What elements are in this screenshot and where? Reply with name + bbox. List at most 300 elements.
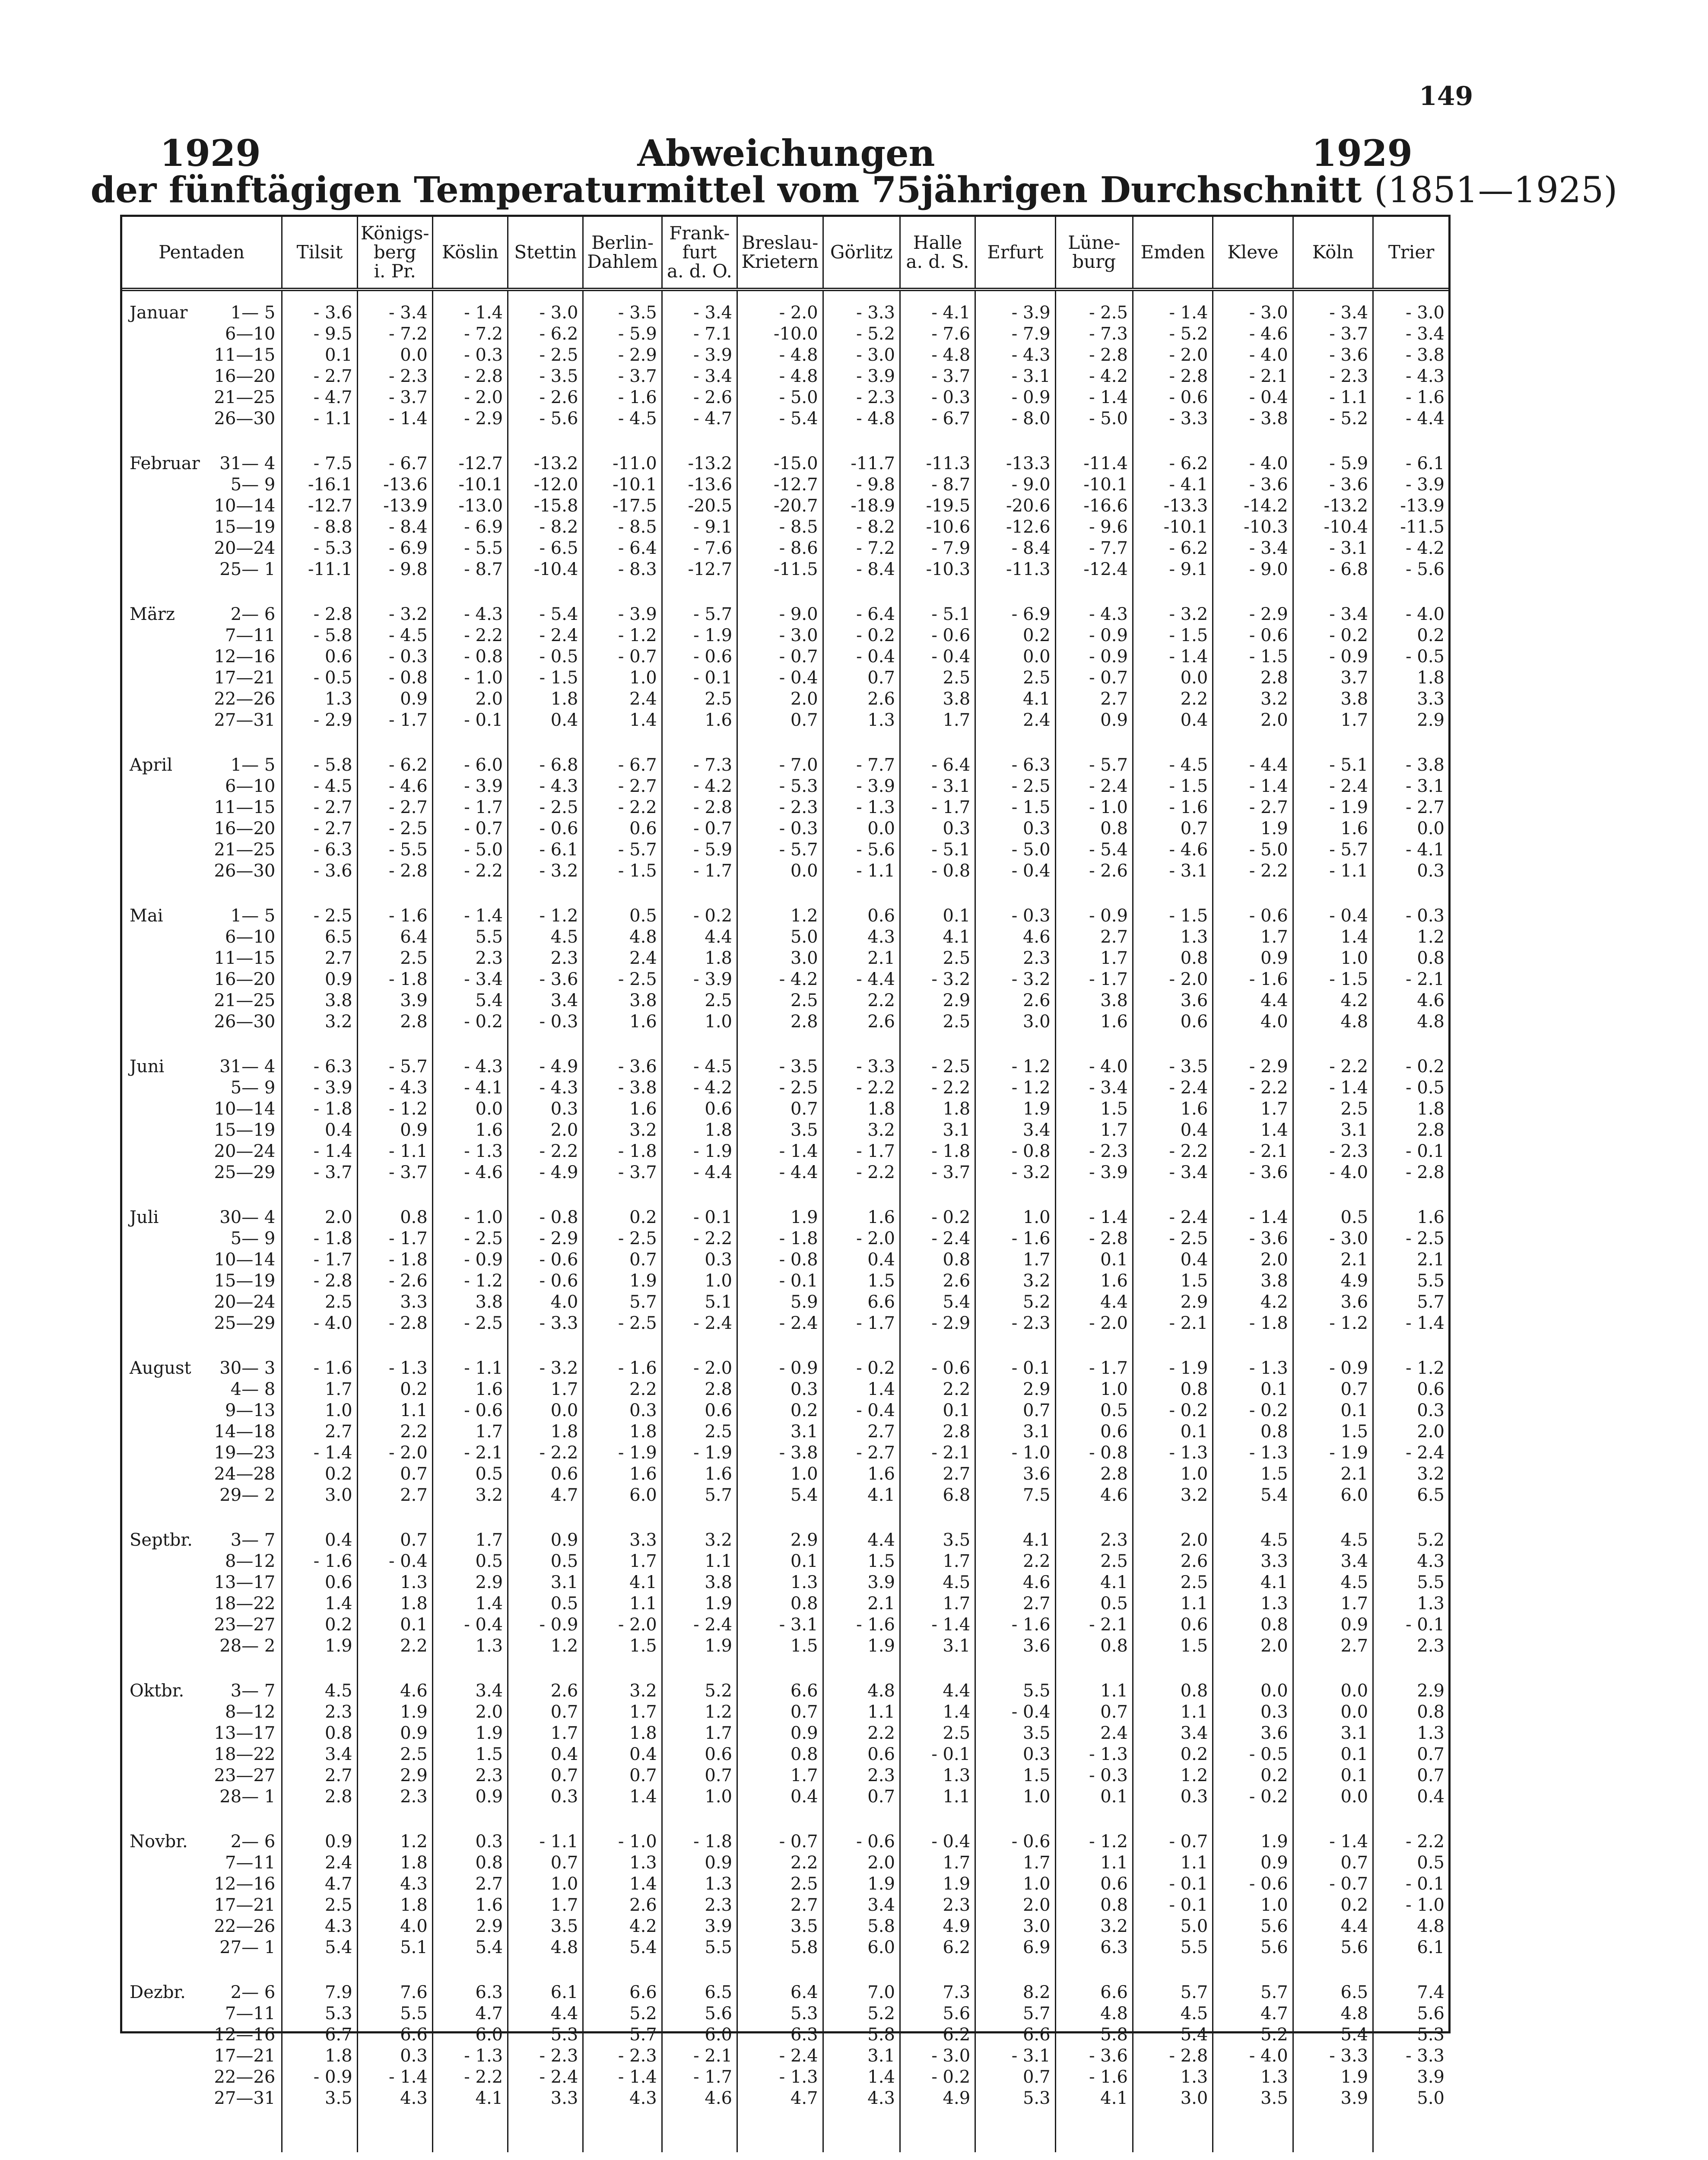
value-cell: 2.1 <box>1293 1249 1373 1271</box>
value-cell: - 1.6 <box>1406 388 1444 407</box>
value-cell: 0.1 <box>1133 1421 1213 1442</box>
value-cell: - 2.4 <box>508 625 583 646</box>
value-cell: 0.3 <box>900 818 975 839</box>
value-cell: 1.5 <box>1133 1636 1213 1657</box>
value-cell: - 3.4 <box>662 366 737 387</box>
table-row <box>122 1120 1449 1141</box>
value-cell: 0.7 <box>737 1099 823 1120</box>
value-cell: 1.7 <box>662 1723 737 1744</box>
pentade-cell <box>122 1162 282 1183</box>
value-cell: 1.1 <box>662 1551 737 1572</box>
value-cell: - 0.7 <box>737 646 823 667</box>
pentade-range: 20—24 <box>214 1292 276 1312</box>
value-cell: - 2.4 <box>1133 1207 1213 1228</box>
pentade-cell <box>122 625 282 646</box>
value-cell: - 5.3 <box>282 538 357 559</box>
value-cell: -10.1 <box>1055 474 1133 496</box>
pentade-range: 30— 3 <box>219 1358 276 1378</box>
value-cell: 0.7 <box>508 1702 583 1723</box>
value-cell: - 0.6 <box>823 1831 900 1852</box>
column-header-station: Erfurt <box>975 216 1055 289</box>
value-cell: - 4.2 <box>737 969 823 990</box>
value-cell: - 0.8 <box>357 667 432 689</box>
value-cell: 0.9 <box>1213 948 1293 969</box>
table-row <box>122 1249 1449 1271</box>
value-cell: 5.7 <box>583 1292 662 1313</box>
value-cell: 2.7 <box>432 1874 508 1895</box>
value-cell: - 2.4 <box>1133 1077 1213 1099</box>
value-cell: 6.0 <box>1293 1485 1373 1506</box>
value-cell: - 9.6 <box>1055 517 1133 538</box>
value-cell: 2.7 <box>823 1421 900 1442</box>
value-cell: - 2.3 <box>583 2046 662 2067</box>
value-cell: 2.3 <box>1417 1636 1444 1656</box>
value-cell: - 3.9 <box>662 969 737 990</box>
table-row <box>122 1916 1449 1937</box>
pentade-range: 28— 1 <box>219 1787 276 1807</box>
value-cell: -13.2 <box>662 453 737 474</box>
value-cell: 1.8 <box>662 1120 737 1141</box>
value-cell: 2.3 <box>900 1895 975 1916</box>
value-cell: 1.9 <box>975 1099 1055 1120</box>
table-row <box>122 496 1449 517</box>
value-cell: 3.0 <box>1133 2088 1213 2109</box>
value-cell: - 0.3 <box>1406 906 1444 926</box>
value-cell: - 0.3 <box>900 387 975 408</box>
value-cell: - 1.5 <box>1293 969 1373 990</box>
value-cell: 3.3 <box>1213 1551 1293 1572</box>
value-cell: - 2.3 <box>1055 1141 1133 1162</box>
value-cell: 0.3 <box>1417 1401 1444 1420</box>
value-cell: 1.2 <box>737 905 823 927</box>
value-cell: - 2.7 <box>823 1442 900 1464</box>
value-cell: - 1.4 <box>1406 1313 1444 1333</box>
value-cell: 3.0 <box>737 948 823 969</box>
value-cell: 1.9 <box>432 1723 508 1744</box>
value-cell: - 2.1 <box>432 1442 508 1464</box>
value-cell: 2.5 <box>662 689 737 710</box>
value-cell: - 1.8 <box>737 1228 823 1249</box>
column-header-station: Lüne- burg <box>1055 216 1133 289</box>
pentade-range: 18—22 <box>214 1594 276 1614</box>
value-cell: - 1.3 <box>823 797 900 818</box>
value-cell: - 1.3 <box>357 1358 432 1379</box>
value-cell: 0.1 <box>1055 1249 1133 1271</box>
value-cell: 4.4 <box>1055 1292 1133 1313</box>
value-cell: 4.8 <box>1293 2003 1373 2024</box>
value-cell: 5.3 <box>975 2088 1055 2109</box>
value-cell: - 1.6 <box>282 1551 357 1572</box>
pentade-cell <box>122 797 282 818</box>
value-cell: 5.4 <box>282 1937 357 1958</box>
pentade-range: 13—17 <box>214 1723 276 1743</box>
value-cell: 2.9 <box>975 1379 1055 1400</box>
value-cell: - 5.6 <box>823 839 900 861</box>
pentade-cell <box>122 969 282 990</box>
value-cell: -12.6 <box>975 517 1055 538</box>
value-cell: - 1.2 <box>583 625 662 646</box>
value-cell: - 0.4 <box>975 1702 1055 1723</box>
value-cell: 0.7 <box>737 710 823 731</box>
value-cell: - 5.0 <box>1055 408 1133 429</box>
table-row <box>122 1551 1449 1572</box>
value-cell: - 3.9 <box>282 1077 357 1099</box>
value-cell: - 5.9 <box>662 839 737 861</box>
value-cell: - 2.3 <box>1293 366 1373 387</box>
value-cell: 3.2 <box>823 1120 900 1141</box>
value-cell: - 0.3 <box>1055 1765 1133 1786</box>
value-cell: 6.0 <box>583 1485 662 1506</box>
value-cell: - 1.7 <box>662 861 737 882</box>
value-cell: 3.5 <box>900 1530 975 1551</box>
value-cell: - 1.7 <box>357 1228 432 1249</box>
value-cell: 2.1 <box>823 1593 900 1614</box>
value-cell: - 0.4 <box>737 667 823 689</box>
table-row <box>122 990 1449 1011</box>
value-cell: - 4.3 <box>508 1077 583 1099</box>
value-cell: 0.0 <box>357 345 432 366</box>
value-cell: - 4.6 <box>432 1162 508 1183</box>
pentade-cell <box>122 689 282 710</box>
value-cell: 2.7 <box>1293 1636 1373 1657</box>
value-cell: 2.2 <box>900 1379 975 1400</box>
value-cell: 5.4 <box>583 1937 662 1958</box>
value-cell: 2.3 <box>282 1702 357 1723</box>
month-label: Juni <box>130 1057 165 1077</box>
value-cell: - 1.7 <box>1055 969 1133 990</box>
value-cell: - 7.3 <box>662 755 737 776</box>
value-cell: 5.7 <box>1213 1982 1293 2003</box>
value-cell: 2.5 <box>975 667 1055 689</box>
pentade-cell <box>122 1593 282 1614</box>
pentade-cell <box>122 2088 282 2109</box>
value-cell: 1.7 <box>900 710 975 731</box>
value-cell: 1.3 <box>1417 1723 1444 1743</box>
value-cell: -15.8 <box>508 496 583 517</box>
pentade-cell <box>122 1786 282 1807</box>
value-cell: - 3.0 <box>737 625 823 646</box>
value-cell: - 8.5 <box>737 517 823 538</box>
table-row <box>122 969 1449 990</box>
value-cell: - 6.2 <box>357 755 432 776</box>
table-row <box>122 905 1449 927</box>
value-cell: - 2.0 <box>1133 969 1213 990</box>
table-row <box>122 1358 1449 1379</box>
value-cell: 0.2 <box>1133 1744 1213 1765</box>
value-cell: - 2.5 <box>282 905 357 927</box>
table-row <box>122 1765 1449 1786</box>
pentade-cell <box>122 1874 282 1895</box>
value-cell: - 5.4 <box>737 408 823 429</box>
value-cell: 0.1 <box>1055 1786 1133 1807</box>
pentade-cell <box>122 948 282 969</box>
value-cell: - 1.0 <box>432 1207 508 1228</box>
value-cell: -13.0 <box>432 496 508 517</box>
value-cell: 0.5 <box>1055 1400 1133 1421</box>
value-cell: 0.0 <box>823 818 900 839</box>
value-cell: 0.6 <box>662 1744 737 1765</box>
value-cell: 3.4 <box>1293 1551 1373 1572</box>
value-cell: - 3.7 <box>900 1162 975 1183</box>
value-cell: 5.2 <box>1417 1530 1444 1550</box>
pentade-range: 22—26 <box>214 689 276 709</box>
value-cell: - 4.4 <box>662 1162 737 1183</box>
value-cell: - 0.7 <box>432 818 508 839</box>
value-cell: - 1.2 <box>357 1099 432 1120</box>
value-cell: - 2.6 <box>662 387 737 408</box>
value-cell: 1.6 <box>1133 1099 1213 1120</box>
pentade-cell <box>122 1937 282 1958</box>
value-cell: - 2.2 <box>1293 1056 1373 1077</box>
value-cell: - 0.2 <box>900 1207 975 1228</box>
value-cell: - 3.2 <box>975 969 1055 990</box>
value-cell: - 2.0 <box>583 1614 662 1636</box>
value-cell: - 4.3 <box>975 345 1055 366</box>
column-header-station: Tilsit <box>282 216 357 289</box>
value-cell: 4.4 <box>662 927 737 948</box>
pentade-cell <box>122 345 282 366</box>
pentade-range: 21—25 <box>214 991 276 1010</box>
value-cell: 0.9 <box>432 1786 508 1807</box>
pentade-cell <box>122 755 282 776</box>
pentade-range: 16—20 <box>214 366 276 386</box>
value-cell: - 8.6 <box>737 538 823 559</box>
spacer-row <box>122 429 1449 453</box>
value-cell: - 3.7 <box>900 366 975 387</box>
value-cell: 1.6 <box>1417 1207 1444 1227</box>
value-cell: 2.6 <box>900 1271 975 1292</box>
table-row <box>122 776 1449 797</box>
pentade-range: 11—15 <box>214 345 276 365</box>
value-cell: - 0.6 <box>900 625 975 646</box>
value-cell: 4.8 <box>1055 2003 1133 2024</box>
pentade-cell <box>122 1723 282 1744</box>
value-cell: - 1.6 <box>1213 969 1293 990</box>
value-cell: 3.1 <box>900 1636 975 1657</box>
pentade-range: 16—20 <box>214 819 276 839</box>
spacer-row <box>122 1506 1449 1530</box>
value-cell: - 4.2 <box>662 776 737 797</box>
value-cell: 6.9 <box>975 1937 1055 1958</box>
value-cell: - 3.7 <box>583 366 662 387</box>
value-cell: 3.8 <box>1293 689 1373 710</box>
value-cell: - 4.8 <box>737 366 823 387</box>
value-cell: - 0.9 <box>1293 646 1373 667</box>
pentade-cell <box>122 1895 282 1916</box>
pentade-cell <box>122 1271 282 1292</box>
value-cell: 0.2 <box>282 1464 357 1485</box>
value-cell: 1.5 <box>432 1744 508 1765</box>
value-cell: 5.6 <box>1213 1916 1293 1937</box>
value-cell: 1.8 <box>900 1099 975 1120</box>
value-cell: - 2.2 <box>508 1141 583 1162</box>
value-cell: - 7.9 <box>975 324 1055 345</box>
value-cell: - 3.9 <box>432 776 508 797</box>
value-cell: -20.6 <box>975 496 1055 517</box>
value-cell: - 0.3 <box>975 905 1055 927</box>
pentade-range: 3— 7 <box>230 1530 276 1550</box>
value-cell: - 2.6 <box>508 387 583 408</box>
value-cell: - 0.2 <box>1406 1057 1444 1077</box>
table-row <box>122 1292 1449 1313</box>
page-number: 149 <box>1419 81 1473 111</box>
value-cell: - 5.2 <box>823 324 900 345</box>
value-cell: - 0.9 <box>1055 646 1133 667</box>
table-row <box>122 366 1449 387</box>
value-cell: 5.5 <box>357 2003 432 2024</box>
value-cell: - 3.7 <box>357 1162 432 1183</box>
value-cell: 2.6 <box>583 1895 662 1916</box>
value-cell: - 0.4 <box>357 1551 432 1572</box>
value-cell: 1.2 <box>662 1702 737 1723</box>
value-cell: - 0.4 <box>900 646 975 667</box>
value-cell: - 1.4 <box>583 2067 662 2088</box>
value-cell: 0.4 <box>508 1744 583 1765</box>
value-cell: 1.1 <box>900 1786 975 1807</box>
pentade-range: 30— 4 <box>219 1207 276 1227</box>
value-cell: 4.2 <box>1293 990 1373 1011</box>
value-cell: - 2.2 <box>1133 1141 1213 1162</box>
value-cell: - 0.9 <box>508 1614 583 1636</box>
value-cell: 1.0 <box>662 1011 737 1032</box>
value-cell: - 2.8 <box>282 1271 357 1292</box>
value-cell: 0.2 <box>583 1207 662 1228</box>
value-cell: 4.1 <box>1055 2088 1133 2109</box>
value-cell: - 2.8 <box>432 366 508 387</box>
value-cell: -12.7 <box>282 496 357 517</box>
value-cell: 3.4 <box>282 1744 357 1765</box>
pentade-range: 18—22 <box>214 1744 276 1764</box>
value-cell: 1.1 <box>823 1702 900 1723</box>
value-cell: 1.7 <box>1213 1099 1293 1120</box>
column-header-station: Görlitz <box>823 216 900 289</box>
value-cell: - 2.9 <box>900 1313 975 1334</box>
value-cell: - 8.7 <box>432 559 508 580</box>
value-cell: - 0.5 <box>1406 1078 1444 1098</box>
value-cell: 2.9 <box>900 990 975 1011</box>
value-cell: 0.1 <box>1293 1765 1373 1786</box>
value-cell: 3.2 <box>1213 689 1293 710</box>
spacer-row <box>122 1657 1449 1680</box>
value-cell: -15.0 <box>737 453 823 474</box>
value-cell: 2.2 <box>737 1852 823 1874</box>
value-cell: - 1.6 <box>975 1614 1055 1636</box>
pentade-range: 17—21 <box>214 2046 276 2066</box>
value-cell: 5.7 <box>662 1485 737 1506</box>
value-cell: - 5.0 <box>1213 839 1293 861</box>
value-cell: - 9.0 <box>737 604 823 625</box>
value-cell: 3.3 <box>508 2088 583 2109</box>
value-cell: 5.7 <box>1417 1292 1444 1312</box>
value-cell: 0.0 <box>508 1400 583 1421</box>
value-cell: - 6.1 <box>1406 454 1444 473</box>
value-cell: 2.5 <box>900 1723 975 1744</box>
value-cell: 1.6 <box>432 1895 508 1916</box>
value-cell: - 6.2 <box>1133 453 1213 474</box>
pentade-range: 1— 5 <box>230 906 276 926</box>
value-cell: -20.5 <box>662 496 737 517</box>
value-cell: 0.4 <box>1417 1787 1444 1807</box>
value-cell: - 3.4 <box>432 969 508 990</box>
value-cell: 3.2 <box>975 1271 1055 1292</box>
table-row <box>122 1593 1449 1614</box>
table-row <box>122 1421 1449 1442</box>
value-cell: - 4.3 <box>432 1056 508 1077</box>
month-label: Novbr. <box>130 1832 188 1852</box>
value-cell: 4.5 <box>508 927 583 948</box>
value-cell: - 0.9 <box>282 2067 357 2088</box>
value-cell: - 8.5 <box>583 517 662 538</box>
value-cell: 6.3 <box>737 2024 823 2046</box>
value-cell: 2.8 <box>357 1011 432 1032</box>
value-cell: 1.3 <box>1133 2067 1213 2088</box>
value-cell: - 2.1 <box>1406 969 1444 989</box>
table-row <box>122 1702 1449 1723</box>
value-cell: - 3.1 <box>900 776 975 797</box>
value-cell: 0.8 <box>1055 1636 1133 1657</box>
value-cell: 4.4 <box>1213 990 1293 1011</box>
value-cell: - 0.2 <box>1213 1400 1293 1421</box>
pentade-range: 10—14 <box>214 496 276 516</box>
value-cell: - 0.4 <box>823 1400 900 1421</box>
value-cell: 2.7 <box>1055 927 1133 948</box>
value-cell: - 0.6 <box>432 1400 508 1421</box>
value-cell: 2.5 <box>662 990 737 1011</box>
value-cell: - 7.3 <box>1055 324 1133 345</box>
value-cell: 5.3 <box>737 2003 823 2024</box>
subtitle: der fünftägigen Temperaturmittel vom 75jährigen Durchschnitt <box>90 169 1362 211</box>
value-cell: 2.5 <box>737 990 823 1011</box>
value-cell: 2.5 <box>1133 1572 1213 1593</box>
value-cell: -10.1 <box>583 474 662 496</box>
value-cell: 1.4 <box>823 2067 900 2088</box>
value-cell: 4.6 <box>975 1572 1055 1593</box>
value-cell: 3.2 <box>282 1011 357 1032</box>
value-cell: - 1.8 <box>357 1249 432 1271</box>
value-cell: 0.9 <box>357 689 432 710</box>
page-title: Abweichungen <box>637 132 935 175</box>
pentade-range: 27—31 <box>214 710 276 730</box>
value-cell: 5.0 <box>737 927 823 948</box>
value-cell: - 4.4 <box>1406 409 1444 429</box>
value-cell: 1.8 <box>823 1099 900 1120</box>
value-cell: 0.9 <box>508 1530 583 1551</box>
value-cell: - 3.9 <box>823 366 900 387</box>
pentade-cell <box>122 1680 282 1702</box>
value-cell: - 7.6 <box>662 538 737 559</box>
value-cell: 1.1 <box>1133 1702 1213 1723</box>
value-cell: 1.7 <box>508 1379 583 1400</box>
value-cell: -16.6 <box>1055 496 1133 517</box>
value-cell: - 0.2 <box>823 1358 900 1379</box>
value-cell: - 1.2 <box>975 1077 1055 1099</box>
value-cell: - 4.9 <box>508 1056 583 1077</box>
value-cell: - 2.9 <box>282 710 357 731</box>
table-row <box>122 1614 1449 1636</box>
value-cell: 7.5 <box>975 1485 1055 1506</box>
value-cell: - 6.2 <box>508 324 583 345</box>
value-cell: 4.3 <box>282 1916 357 1937</box>
value-cell: 2.5 <box>737 1874 823 1895</box>
value-cell: - 3.2 <box>357 604 432 625</box>
value-cell: 0.8 <box>1133 948 1213 969</box>
pentade-range: 7—11 <box>225 2004 276 2023</box>
table-row <box>122 2067 1449 2088</box>
value-cell: - 0.9 <box>975 387 1055 408</box>
value-cell: - 2.8 <box>357 861 432 882</box>
value-cell: - 4.2 <box>1055 366 1133 387</box>
table-row <box>122 1056 1449 1077</box>
